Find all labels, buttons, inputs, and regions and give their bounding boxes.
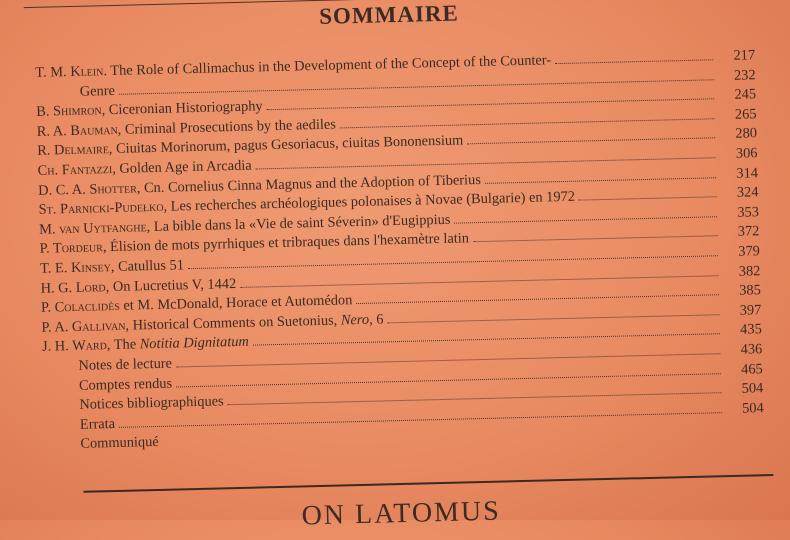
entry-author: M. van Uytfanghe — [38, 218, 147, 238]
entry-title: , Historical Comments on Suetonius, Nero, 6 — [125, 311, 384, 334]
page-number: 435 — [740, 321, 763, 339]
page-number: 465 — [740, 360, 763, 378]
entry-title: , The Notitia Dignitatum — [106, 334, 250, 354]
entry-title: , Ciuitas Morinorum, pagus Gesoriacus, ciuitas Bononensium — [108, 132, 464, 158]
contents-list — [35, 47, 764, 456]
page-number: 504 — [741, 399, 764, 417]
page-number: 232 — [733, 66, 756, 84]
entry-text — [43, 393, 224, 414]
entry-title: . The Role of Callimachus in the Development of the Concept of the Counter- — [103, 52, 552, 80]
entry-title: , On Lucretius V, 1442 — [105, 275, 237, 295]
entry-title: , Élision de mots pyrrhiques et tribraques dans l'hexamètre latin — [102, 230, 470, 256]
entry-title: Errata — [79, 415, 116, 433]
entry-title: , Cn. Cornelius Cinna Magnus and the Adoption of Tiberius — [136, 171, 482, 196]
entry-title: et M. McDonald, Horace et Automédon — [119, 292, 353, 314]
entry-author: B. Shimron — [36, 102, 102, 121]
entry-text — [42, 356, 172, 376]
entry-text — [40, 276, 236, 298]
page-number — [726, 431, 764, 432]
bottom-rule — [84, 474, 774, 493]
dot-leader — [555, 49, 713, 64]
entry-author: T. M. Klein — [35, 63, 104, 81]
entry-author: St. Parnicki-Pudełko — [38, 198, 164, 218]
page-number: 324 — [736, 184, 759, 201]
page-number: 436 — [740, 341, 763, 358]
entry-author: P. Colaclidès — [40, 297, 121, 316]
entry-author: R. Delmaire — [37, 141, 110, 160]
entry-text — [42, 334, 249, 356]
entry-author: P. A. Gallivan — [41, 317, 126, 336]
entry-author: D. C. A. Shotter — [37, 179, 137, 199]
entry-title: Genre — [79, 82, 116, 100]
entry-text — [43, 375, 173, 395]
entry-author: T. E. Kinsey — [39, 259, 112, 277]
entry-author: J. H. Ward — [41, 337, 108, 356]
entry-title: , Les recherches archéologiques polonaises à Novae (Bulgarie) en 1972 — [163, 188, 576, 215]
page-number: 372 — [737, 223, 760, 241]
entry-title: , Ciceronian Historiography — [101, 98, 263, 119]
entry-title: , Criminal Prosecutions by the aediles — [117, 116, 337, 138]
entry-title: , La bible dans la «Vie de saint Séverin» d'Eugippius — [146, 211, 451, 235]
entry-title: Notes de lecture — [78, 355, 173, 374]
entry-title: Communiqué — [80, 434, 159, 453]
entry-title: Notices bibliographiques — [79, 393, 224, 413]
entry-text — [44, 434, 159, 454]
footer-heading: ON LATOMUS — [301, 495, 502, 532]
page-number: 504 — [741, 380, 764, 397]
entry-text — [44, 416, 116, 435]
page-number: 379 — [738, 243, 761, 260]
page-number: 265 — [734, 106, 757, 123]
entry-text — [40, 257, 184, 278]
page-number: 306 — [735, 145, 758, 162]
page-number: 245 — [734, 86, 757, 103]
page-number: 385 — [739, 282, 762, 299]
entry-title: , Golden Age in Arcadia — [112, 157, 252, 177]
page-number: 397 — [739, 301, 762, 319]
page-number: 314 — [736, 164, 759, 182]
page-number: 217 — [733, 47, 756, 64]
entry-author: P. Tordeur — [39, 239, 104, 258]
page-number: 353 — [737, 203, 760, 221]
page-number: 382 — [738, 262, 761, 280]
page-number: 280 — [735, 125, 758, 143]
entry-text — [36, 83, 116, 102]
entry-title: Comptes rendus — [78, 375, 173, 394]
page-title: SOMMAIRE — [318, 0, 460, 29]
dot-leader — [579, 186, 717, 200]
entry-author: H. G. Lord — [40, 278, 106, 297]
entry-title: , Catullus 51 — [110, 257, 185, 276]
entry-author: R. A. Bauman — [36, 121, 118, 140]
entry-author: Ch. Fantazzi — [37, 160, 113, 179]
